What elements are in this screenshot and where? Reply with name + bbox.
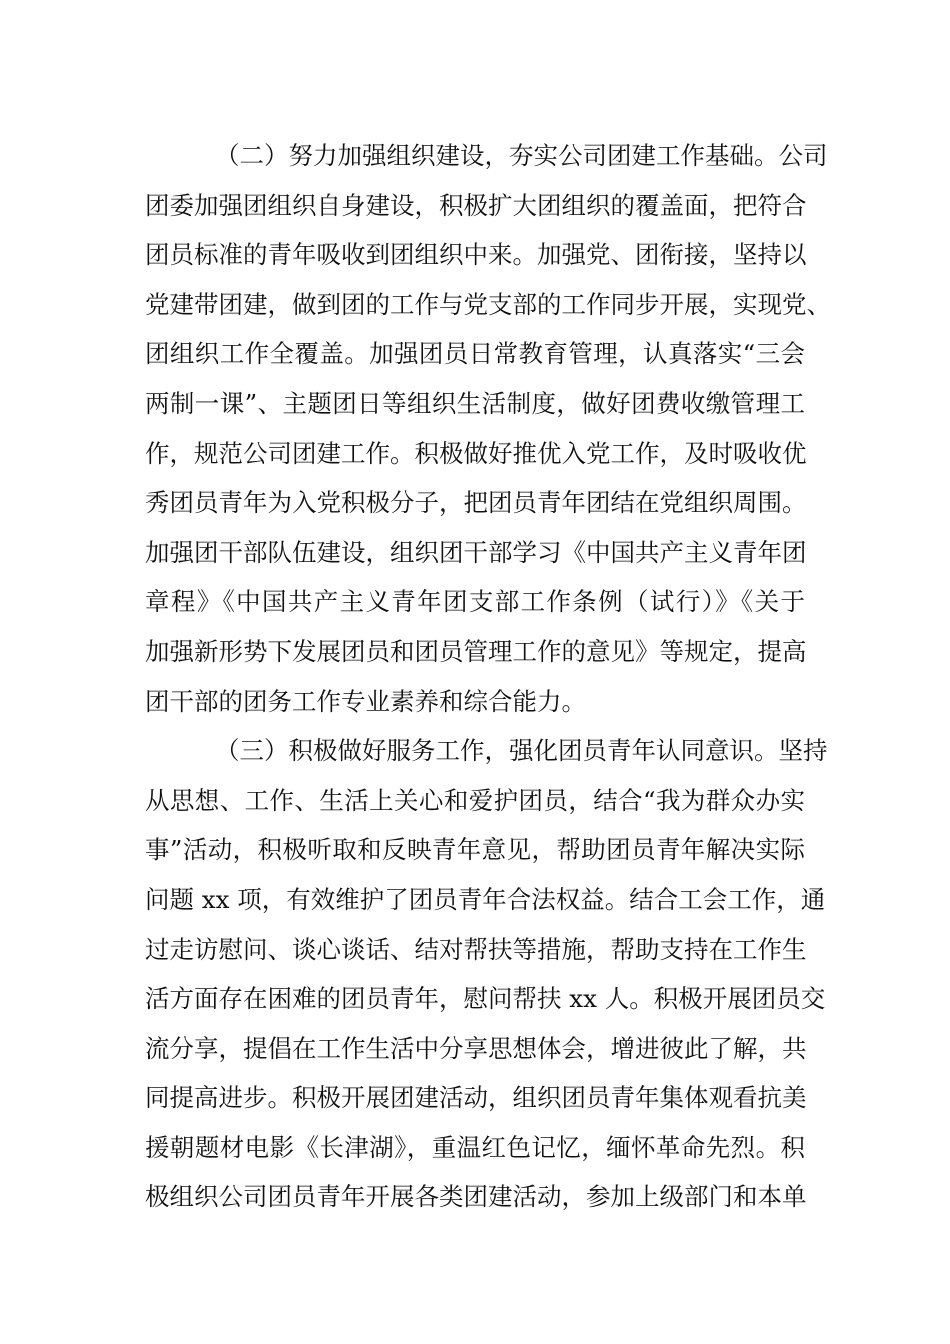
paragraph-2-line-5: 过走访慰问、谈心谈话、结对帮扶等措施，帮助支持在工作生 <box>145 934 807 964</box>
paragraph-1-line-12: 团干部的团务工作专业素养和综合能力。 <box>145 686 586 716</box>
paragraph-2-line-2: 从思想、工作、生活上关心和爱护团员，结合“我为群众办实 <box>145 785 805 815</box>
paragraph-2-line-3: 事”活动，积极听取和反映青年意见，帮助团员青年解决实际 <box>145 835 805 865</box>
paragraph-1-line-8: 秀团员青年为入党积极分子，把团员青年团结在党组织周围。 <box>145 488 807 518</box>
paragraph-2-line-8: 同提高进步。积极开展团建活动，组织团员青年集体观看抗美 <box>145 1083 807 1113</box>
document-body <box>145 131 831 1222</box>
paragraph-1-line-9: 加强团干部队伍建设，组织团干部学习《中国共产主义青年团 <box>145 537 807 567</box>
paragraph-1-line-4: 党建带团建，做到团的工作与党支部的工作同步开展，实现党、 <box>145 289 831 319</box>
paragraph-2-line-4: 问题 xx 项，有效维护了团员青年合法权益。结合工会工作，通 <box>145 884 826 914</box>
paragraph-2-line-6: 活方面存在困难的团员青年，慰问帮扶 xx 人。积极开展团员交 <box>145 984 826 1014</box>
paragraph-2-line-10: 极组织公司团员青年开展各类团建活动，参加上级部门和本单 <box>145 1182 807 1212</box>
paragraph-1-line-5: 团组织工作全覆盖。加强团员日常教育管理，认真落实“三会 <box>145 339 805 369</box>
paragraph-1-line-2: 团委加强团组织自身建设，积极扩大团组织的覆盖面，把符合 <box>145 190 807 220</box>
paragraph-2-line-7: 流分享，提倡在工作生活中分享思想体会，增进彼此了解，共 <box>145 1033 807 1063</box>
paragraph-1-line-3: 团员标准的青年吸收到团组织中来。加强党、团衔接，坚持以 <box>145 240 807 270</box>
paragraph-1-line-1: （二）努力加强组织建设，夯实公司团建工作基础。公司 <box>215 141 828 170</box>
paragraph-2-line-9: 援朝题材电影《长津湖》，重温红色记忆，缅怀革命先烈。积 <box>145 1132 805 1162</box>
paragraph-1-line-6: 两制一课”、主题团日等组织生活制度，做好团费收缴管理工 <box>145 388 805 418</box>
paragraph-2-line-1: （三）积极做好服务工作，强化团员青年认同意识。坚持 <box>215 736 828 766</box>
paragraph-1-line-10: 章程》《中国共产主义青年团支部工作条例（试行）》《关于 <box>145 587 805 617</box>
paragraph-1-line-11: 加强新形势下发展团员和团员管理工作的意见》等规定，提高 <box>145 636 807 666</box>
paragraph-1-line-7: 作，规范公司团建工作。积极做好推优入党工作，及时吸收优 <box>145 438 807 468</box>
